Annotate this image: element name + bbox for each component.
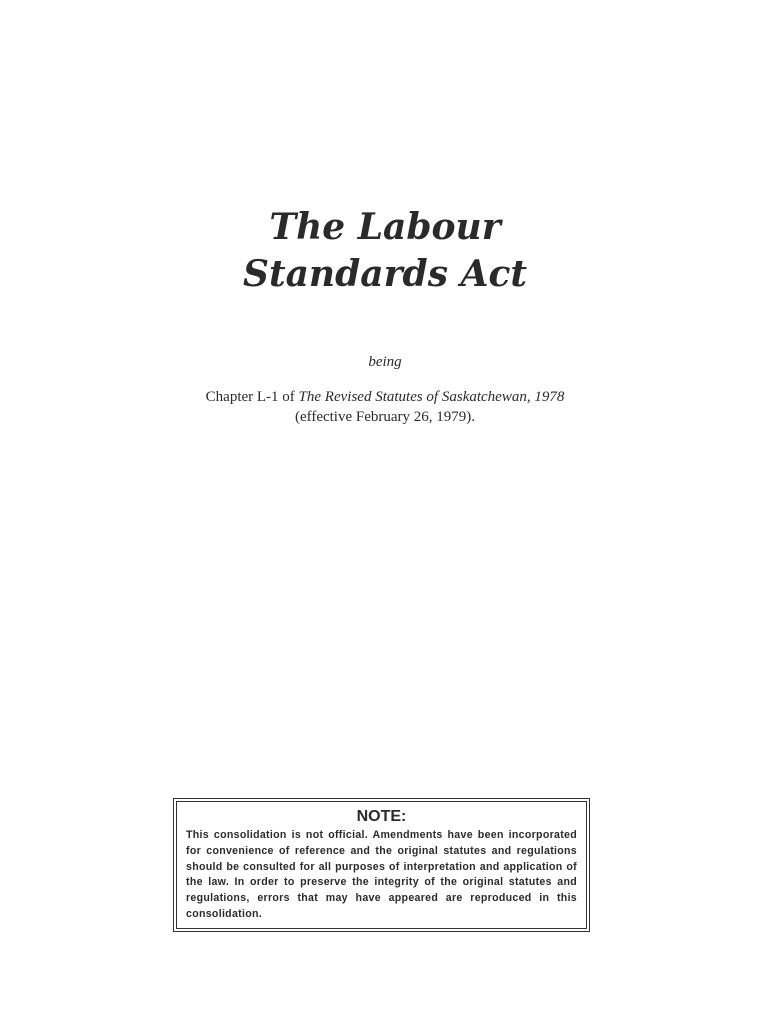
note-heading: NOTE: (356, 808, 407, 825)
note-inner-frame (176, 801, 587, 929)
chapter-citation (0, 387, 770, 427)
note-box (173, 798, 590, 932)
document-title (0, 204, 770, 298)
being-text: being (368, 354, 402, 370)
chapter-prefix: Chapter L-1 of (205, 389, 299, 405)
effective-date: (effective February 26, 1979). (294, 409, 476, 425)
chapter-line (0, 387, 770, 407)
statute-name: The Revised Statutes of Saskatchewan, 1978 (298, 389, 565, 405)
note-body: This consolidation is not official. Amendments have been incorporated for convenience of reference and the original statutes and regulations should be consulted for all purposes of interpretation and application of the law. In order to preserve the integrity of the original statutes and regulations, errors that may have appeared are reproduced in this consolidation. (186, 829, 577, 920)
title-line-2: Standards Act (242, 253, 528, 295)
title-line-1: The Labour (269, 206, 501, 248)
